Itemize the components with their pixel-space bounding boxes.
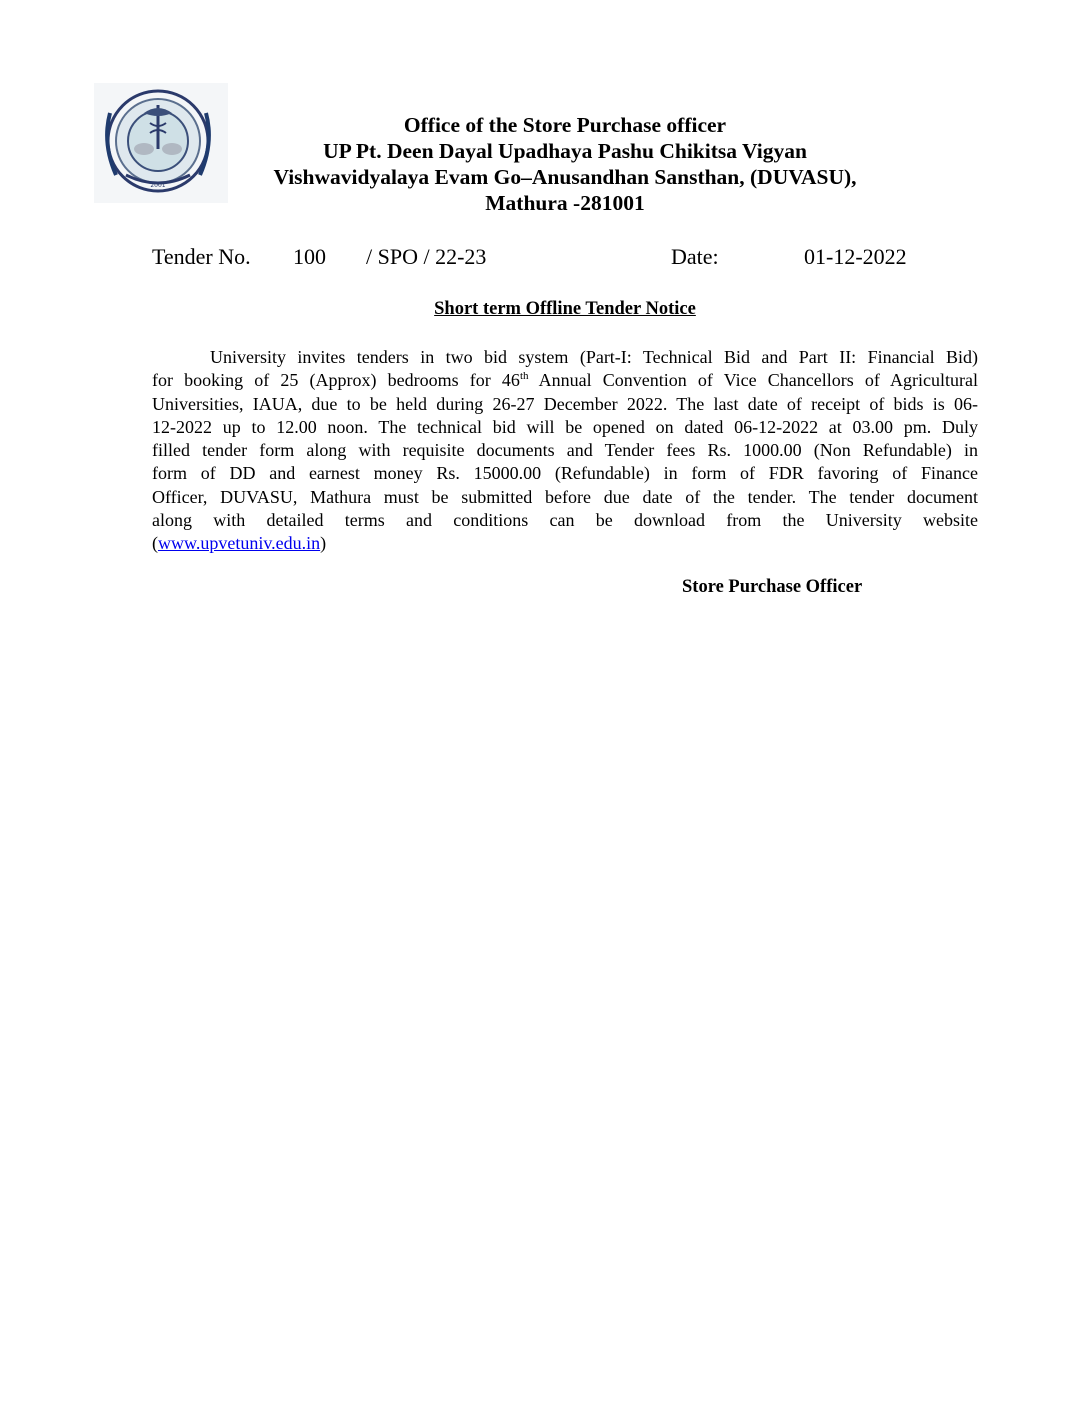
notice-text: Annual Convention of Vice Chancellors of Agricultural xyxy=(528,370,978,391)
notice-line: Universities, IAUA, due to be held during 26-27 December 2022. The last date of receipt of bids is 06- xyxy=(152,393,978,414)
notice-line: University invites tenders in two bid system (Part-I: Technical Bid and Part II: Financial Bid) xyxy=(210,347,978,367)
university-website-link[interactable]: www.upvetuniv.edu.in xyxy=(158,533,321,554)
notice-line xyxy=(152,369,978,392)
office-header xyxy=(230,112,900,216)
notice-body xyxy=(152,346,978,556)
ordinal-suffix: th xyxy=(519,370,529,383)
notice-line: form of DD and earnest money Rs. 15000.00 (Refundable) in form of FDR favoring of Finance xyxy=(152,463,978,484)
university-logo xyxy=(94,83,228,203)
tender-number: 100 xyxy=(293,244,326,269)
tender-reference: / SPO / 22-23 xyxy=(366,244,487,269)
header-line-address: Mathura -281001 xyxy=(485,191,645,215)
notice-text: for booking of 25 (Approx) bedrooms for 46 xyxy=(152,370,520,391)
notice-line xyxy=(152,532,978,555)
tender-no-label: Tender No. xyxy=(152,244,251,269)
header-line-office: Office of the Store Purchase officer xyxy=(403,113,727,137)
notice-title: Short term Offline Tender Notice xyxy=(434,299,696,319)
date-label: Date: xyxy=(671,244,719,269)
header-line-sansthan: Vishwavidyalaya Evam Go–Anusandhan Sansthan, (DUVASU), xyxy=(273,165,857,189)
notice-line: filled tender form along with requisite documents and Tender fees Rs. 1000.00 (Non Refundable) in xyxy=(152,440,978,461)
svg-text:2001: 2001 xyxy=(150,182,166,189)
tender-info-row xyxy=(0,244,1088,274)
notice-line: 12-2022 up to 12.00 noon. The technical bid will be opened on dated 06-12-2022 at 03.00 pm. Duly xyxy=(152,416,978,437)
paren-close: ) xyxy=(320,533,327,554)
notice-line: Officer, DUVASU, Mathura must be submitted before due date of the tender. The tender document xyxy=(152,486,978,507)
paren-open: ( xyxy=(152,533,158,554)
signature-title: Store Purchase Officer xyxy=(682,577,863,597)
notice-line: along with detailed terms and conditions can be download from the University website xyxy=(152,510,978,531)
header-line-university: UP Pt. Deen Dayal Upadhaya Pashu Chikitsa Vigyan xyxy=(323,139,807,163)
tender-date: 01-12-2022 xyxy=(804,244,907,269)
